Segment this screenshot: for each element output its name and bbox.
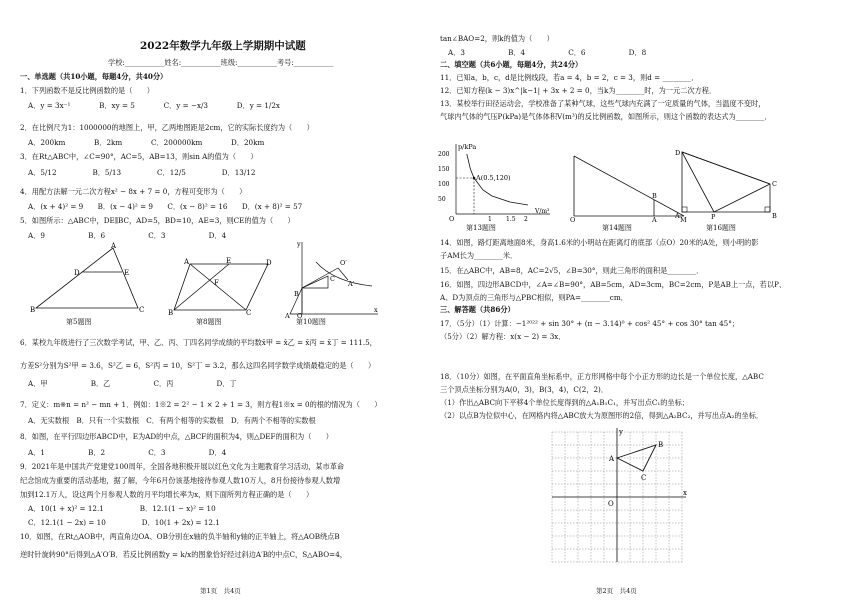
question-7: 7．定义：m※n = n² − mn + 1．例如：1※2 = 2² − 1 × 2 + 1 = 3，则方程1※x = 0的根的情况为（ ） [20, 400, 382, 409]
question-2-options: A．200km B．2km C．200000km D．20km [28, 138, 265, 147]
x-axis-label: x [683, 489, 687, 497]
question-18-line1: 18．（10分）如图，在平面直角坐标系中，正方形网格中每个小正方形的边长是一个单位长度，△ABC [440, 372, 764, 381]
svg-text:O: O [570, 216, 576, 224]
question-4-options: A．(x + 4)² = 9 B．(x − 4)² = 9 C．(x − 8)² = 16 D．(x + 8)² = 57 [28, 202, 303, 211]
question-9-line3: 加到12.1万人，设这两个月参观人数的月平均增长率为x，则下面所列方程正确的是（ ） [20, 490, 314, 499]
svg-text:x: x [374, 306, 378, 314]
figure-10-coordinate [282, 238, 382, 318]
svg-text:F: F [214, 279, 219, 287]
chart-point-label: A(0.5,120) [476, 174, 511, 182]
question-2: 2．在比例尺为1：1000000的地图上，甲，乙两地图距是2cm，它的实际长度约为（ ） [20, 123, 314, 132]
figure-16-quadrilateral [670, 146, 786, 222]
figure-18-grid [546, 426, 686, 576]
question-18-part2: （2）以点B为位似中心，在网格内将△ABC放大为原图形的2倍，得到△A₂BC₂，并写出点A₂的坐标． [440, 411, 764, 420]
question-11: 11．已知a，b，c，d是比例线段，若a = 4，b = 2，c = 3，则d = ________． [440, 73, 699, 82]
chart-x-axis-label: V/m³ [535, 208, 550, 215]
figure-5-triangle [28, 244, 160, 316]
question-13-line1: 13．某校举行田径运动会，学校准备了某种气球，这些气球内充满了一定质量的气体，当温度不变时， [440, 99, 766, 108]
svg-text:A: A [675, 212, 680, 220]
svg-text:E: E [124, 269, 130, 277]
svg-text:O′: O′ [340, 259, 347, 267]
svg-text:C: C [772, 180, 777, 188]
question-5-options: A．9 B．6 C．3 D．4 [28, 231, 227, 240]
svg-text:B: B [652, 192, 657, 200]
question-10-line3: tan∠BAO=2，则k的值为（ ） [440, 34, 554, 43]
question-6-line2: 方差S²分别为S²甲 = 3.6，S²乙 = 6，S²丙 = 10，S²丁 = 3.2，那么这四名同学数学成绩最稳定的是（ ） [20, 361, 376, 370]
question-17-part1: 17．（5分）（1）计算：−1²⁰²² + sin 30° + (π − 3.14)⁰ + cos² 45° + cos 30° tan 45°； [440, 319, 740, 328]
page-2-footer: 第2页 共4页 [596, 587, 637, 595]
svg-text:D: D [266, 259, 272, 267]
exam-title: 2022年数学九年级上学期期中试题 [140, 40, 306, 52]
question-9-options-cd: C．12.1(1 − 2x) = 10 D．10(1 + 2x) = 12.1 [28, 518, 220, 527]
figure-8-parallelogram [168, 258, 272, 316]
svg-text:C: C [330, 275, 335, 283]
question-10-line1: 10．如图，在Rt△AOB中，两直角边OA、OB分别在x轴的负半轴和y轴的正半轴上，将△AOB绕点B [20, 532, 340, 541]
chart-y-tick-label: 50 [438, 196, 446, 203]
question-17-part2: （5分）（2）解方程：x(x − 2) = 3x． [440, 332, 566, 341]
svg-text:D: D [74, 269, 80, 277]
figure-16-caption: 第16题图 [706, 224, 736, 232]
chart-x-tick-label: 2 [524, 216, 528, 223]
figure-13-caption: 第13题图 [466, 224, 496, 232]
student-info: 学校:___________姓名:___________班级:___________考号:___________ [108, 58, 334, 67]
page-2 [430, 0, 860, 608]
question-1-options: A．y = 3x⁻¹ B．xy = 5 C．y = −x/3 D．y = 1/2x [28, 101, 280, 110]
question-12: 12．已知方程(k − 3)x^|k−1| + 3x + 2 = 0，当k为________时，为一元二次方程． [440, 86, 717, 95]
svg-text:P: P [711, 213, 716, 221]
chart-x-tick-label: 1 [488, 216, 492, 223]
point-b-label: B [658, 441, 664, 449]
figure-13-chart [436, 140, 554, 222]
figure-8-caption: 第8题图 [196, 318, 222, 326]
question-4: 4．用配方法解一元二次方程x² − 8x + 7 = 0，方程可变形为（ ） [20, 187, 247, 196]
section-1-heading: 一、单选题（共10小题，每题4分，共40分） [20, 72, 168, 81]
question-8-options: A．1 B．2 C．3 D．4 [28, 448, 227, 457]
svg-text:C: C [139, 306, 145, 314]
svg-text:M: M [680, 216, 687, 224]
svg-text:A: A [111, 242, 117, 250]
chart-y-axis-label: p/kPa [458, 143, 477, 151]
question-10-line2: 逆时针旋转90°后得到△A′O′B．若反比例函数y = k/x的图象恰好经过斜边A′B的中点C，S△ABO=4， [20, 550, 347, 559]
figure-5-caption: 第5题图 [66, 318, 92, 326]
question-9-options-ab: A．10(1 + x)² = 12.1 B．12.1(1 − x)² = 10 [28, 504, 216, 513]
question-8: 8．如图，在平行四边形ABCD中，E为AD的中点，△BCF的面积为4，则△DEF的面积为（ ） [20, 432, 333, 441]
question-9-line1: 9．2021年是中国共产党建党100周年，全国各地积极开展以红色文化为主题教育学习活动，某市革命 [20, 462, 345, 471]
section-3-heading: 三、解答题（共86分） [440, 305, 515, 314]
point-c-label: C [641, 474, 647, 482]
question-18-line2: 三个顶点坐标分别为A(0，3)，B(3，4)，C(2，2)． [440, 385, 609, 394]
question-6-line1: 6．某校九年级进行了三次数学考试，甲、乙、丙、丁四名同学成绩的平均数x̄甲 = x̄乙 = x̄丙 = x̄丁 = 111.5， [20, 338, 377, 347]
question-14-line2: 子AM长为________米． [440, 251, 518, 260]
svg-text:A: A [652, 216, 657, 224]
svg-text:y: y [297, 240, 301, 248]
svg-text:A′: A′ [348, 280, 355, 288]
question-18-part1: （1）作出△ABC向下平移4个单位长度得到的△A₁B₁C₁，并写出点C₁的坐标； [440, 398, 689, 407]
question-3-options: A．5/12 B．5/13 C．12/5 D．13/12 [28, 168, 256, 177]
svg-text:A: A [184, 258, 190, 266]
point-a-label: A [609, 455, 615, 463]
question-9-line2: 纪念馆成为重要的活动基地，据了解，今年6月份该基地接待参观人数10万人，8月份接待参观人数增 [20, 476, 341, 485]
question-7-options: A．无实数根 B．只有一个实数根 C．有两个相等的实数根 D．有两个不相等的实数根 [28, 416, 316, 425]
question-10-options: A．3 B．4 C．6 D．8 [448, 48, 647, 57]
chart-x-tick-label: 1.5 [506, 216, 516, 223]
question-13-line2: 气球内气体的气压P(kPa)是气体体积V(m³)的反比例函数，如图所示，则这个函数的表达式为________． [440, 112, 772, 121]
origin-label: O [608, 500, 614, 508]
svg-text:O: O [297, 312, 303, 320]
question-16-line1: 16．如图，四边形ABCD中，∠A=∠B=90°，AB=5cm，AD=3cm，BC=2cm，P是AB上一点，若以P、 [440, 280, 787, 289]
svg-text:C: C [246, 309, 252, 317]
svg-text:B: B [30, 306, 36, 314]
section-2-heading: 二、填空题（共6小题，每题4分，共24分） [440, 60, 583, 69]
chart-point-a [473, 177, 476, 180]
page-1-footer: 第1页 共4页 [200, 587, 241, 595]
chart-y-tick-label: 100 [438, 181, 450, 188]
question-16-line2: A、D为顶点的三角形与△PBC相似，则PA=________cm． [440, 293, 628, 302]
svg-text:B: B [772, 212, 777, 220]
question-15: 15．在△ABC中，AB=8，AC=2√5，∠B=30°，则此三角形的面积是________． [440, 266, 704, 275]
y-axis-label: y [619, 428, 623, 436]
question-14-line1: 14．如图，路灯距离地面8米，身高1.6米的小明站在距离灯的底部（点O）20米的A处，则小明的影 [440, 238, 759, 247]
figure-10-caption: 第10题图 [296, 318, 326, 326]
figure-14-caption: 第14题图 [602, 224, 632, 232]
chart-origin-label: O [449, 215, 455, 223]
question-1: 1．下列函数不是反比例函数的是（ ） [20, 86, 154, 95]
svg-text:B: B [294, 290, 299, 298]
question-5: 5．如图所示：△ABC中，DE∥BC，AD=5，BD=10，AE=3，则CE的值为（ ） [20, 216, 295, 225]
question-6-options: A．甲 B．乙 C．丙 D．丁 [28, 379, 237, 388]
svg-text:D: D [675, 149, 681, 157]
svg-text:A: A [285, 312, 290, 320]
chart-y-tick-label: 200 [438, 151, 450, 158]
chart-y-tick-label: 150 [438, 166, 450, 173]
question-3: 3．在Rt△ABC中，∠C=90°，AC=5，AB=13，则sin A的值为（ ） [20, 152, 258, 161]
svg-text:B: B [168, 309, 174, 317]
svg-text:E: E [226, 257, 232, 265]
